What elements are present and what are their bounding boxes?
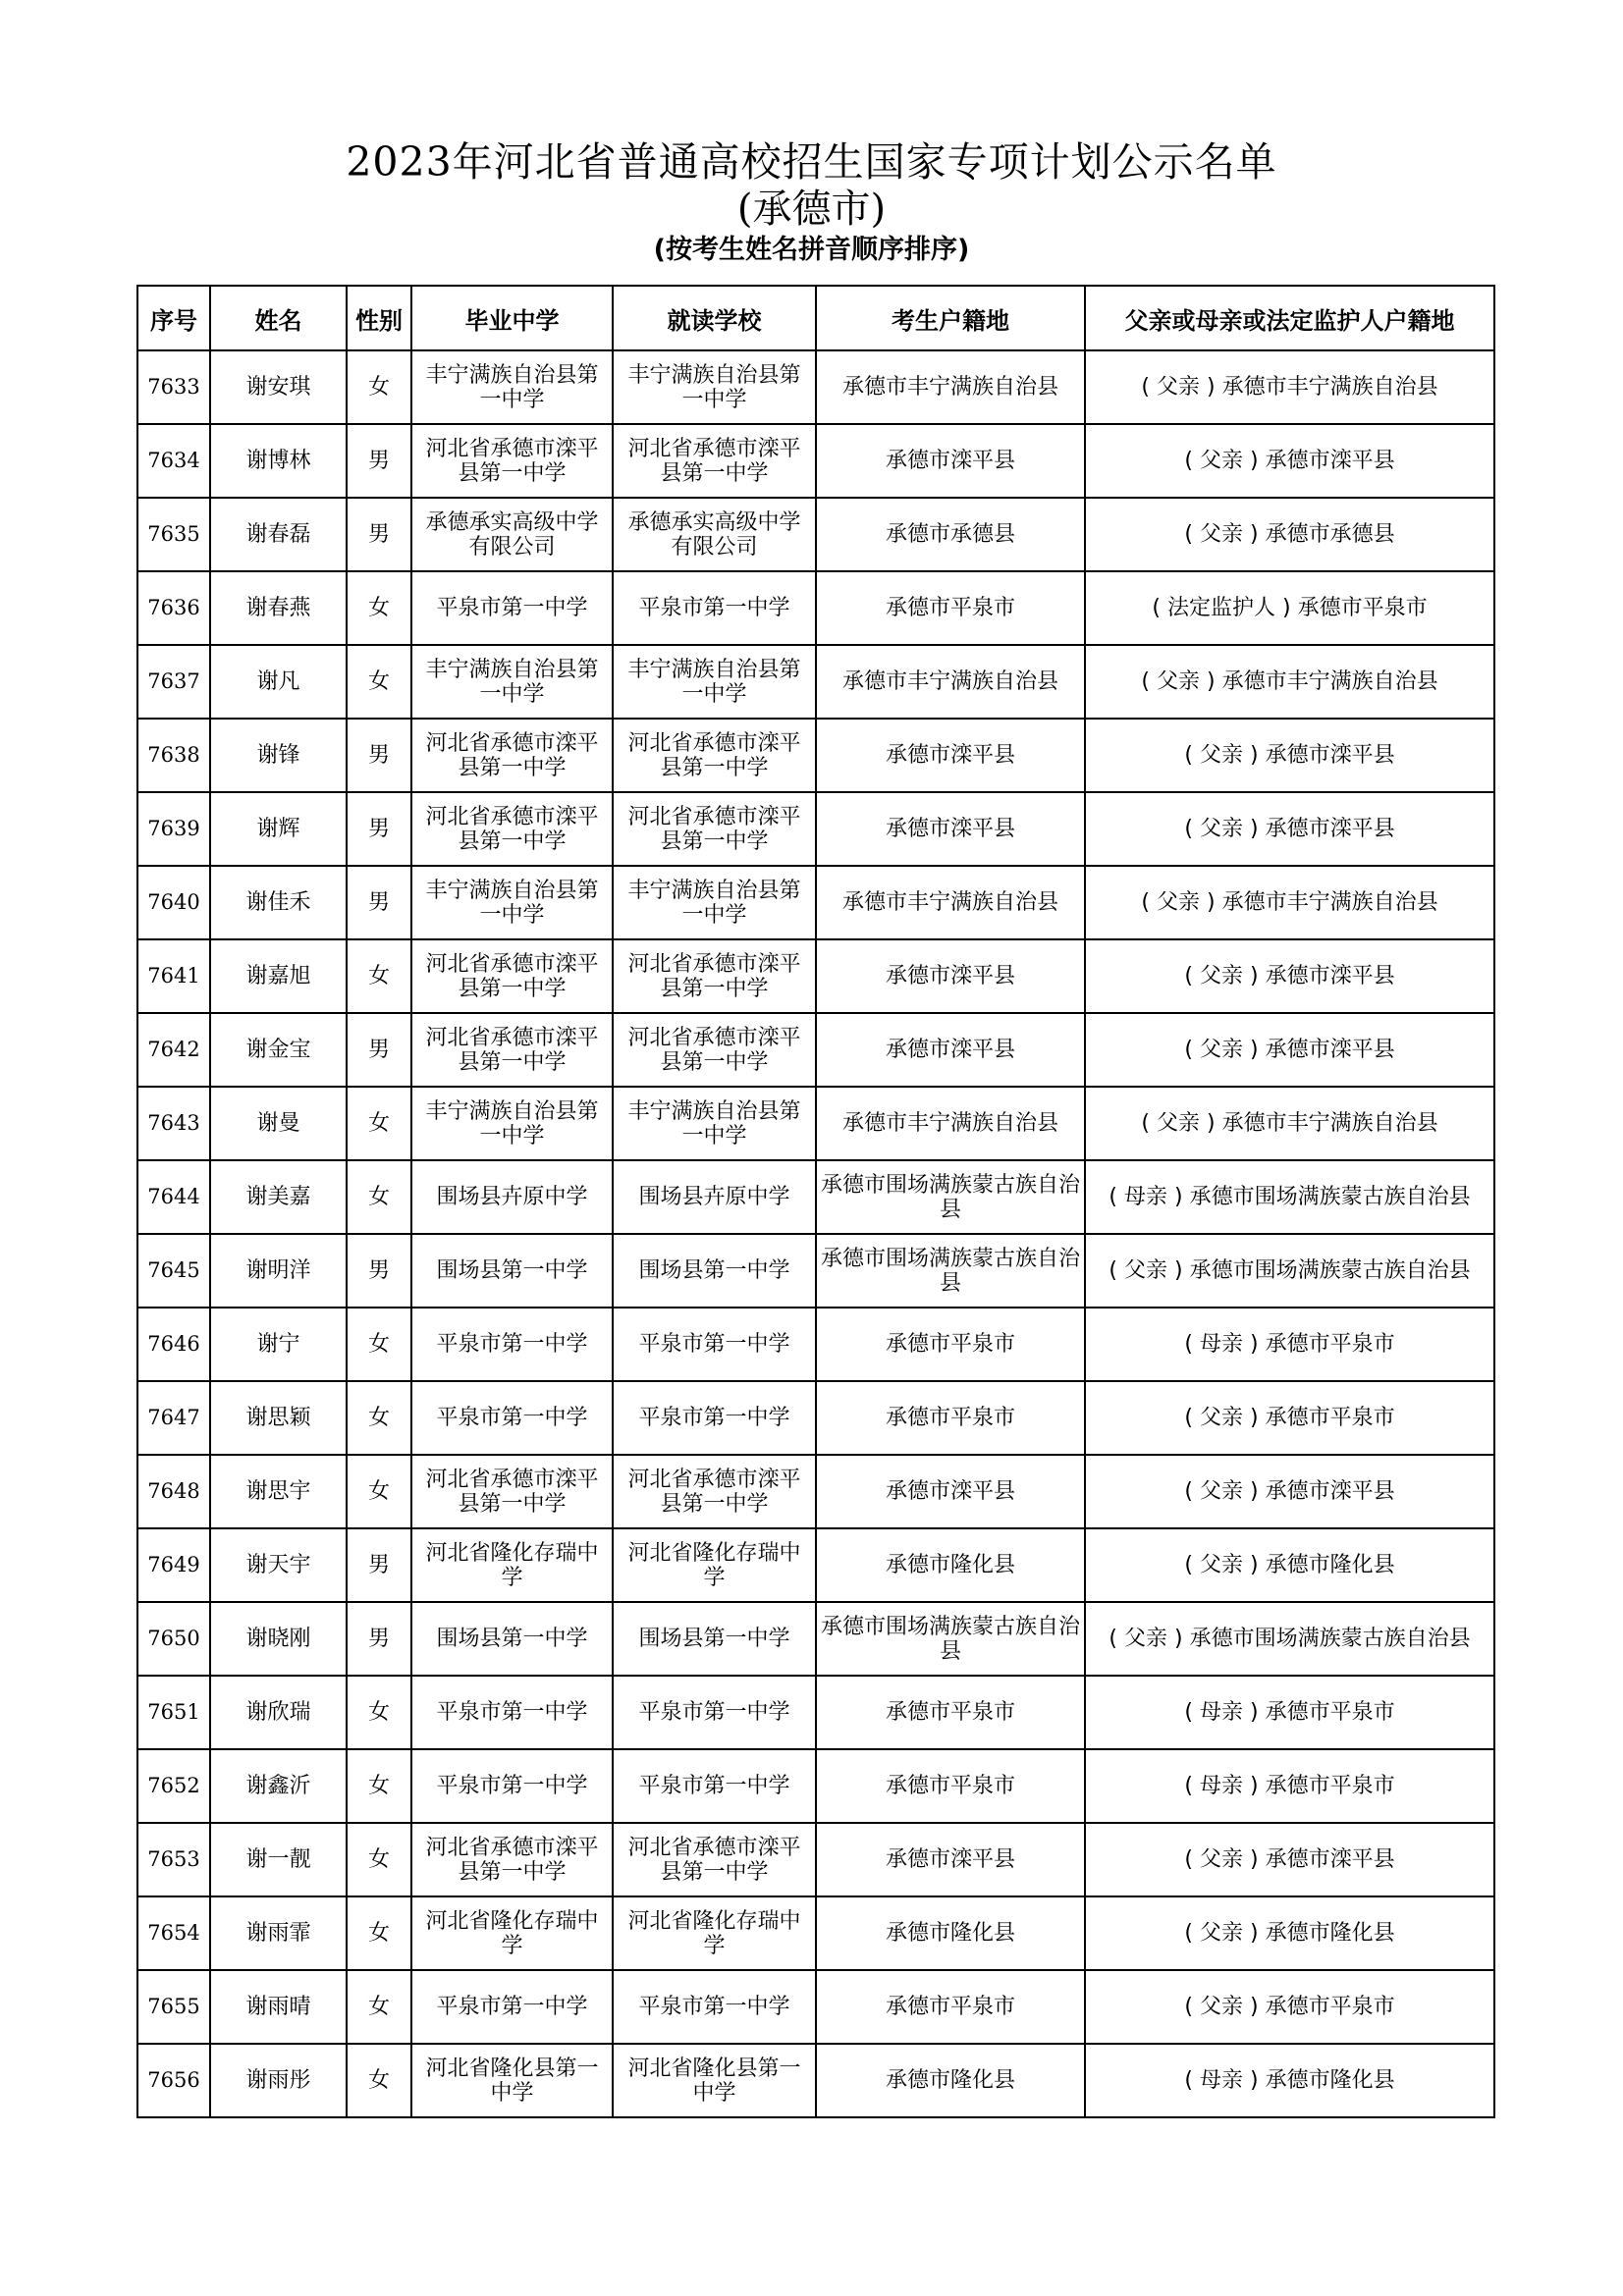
table-row <box>137 1234 1494 1308</box>
cell-serial: 7635 <box>137 498 210 571</box>
header-guardian-registration: 父亲或母亲或法定监护人户籍地 <box>1085 286 1494 350</box>
cell-name: 谢天宇 <box>210 1528 347 1602</box>
cell-household-registration: 承德市滦平县 <box>816 939 1085 1013</box>
cell-graduation-school: 平泉市第一中学 <box>411 1381 613 1455</box>
cell-current-school: 平泉市第一中学 <box>613 1676 816 1749</box>
cell-gender: 女 <box>347 1455 411 1528</box>
cell-guardian-registration: ( 父亲 ) 承德市滦平县 <box>1085 792 1494 866</box>
cell-household-registration: 承德市平泉市 <box>816 1676 1085 1749</box>
cell-name: 谢雨彤 <box>210 2044 347 2117</box>
cell-current-school: 河北省承德市滦平县第一中学 <box>613 939 816 1013</box>
cell-serial: 7642 <box>137 1013 210 1087</box>
cell-household-registration: 承德市丰宁满族自治县 <box>816 866 1085 939</box>
cell-guardian-registration: ( 母亲 ) 承德市平泉市 <box>1085 1749 1494 1823</box>
cell-gender: 女 <box>347 1676 411 1749</box>
cell-serial: 7644 <box>137 1160 210 1234</box>
table-row <box>137 1160 1494 1234</box>
cell-serial: 7645 <box>137 1234 210 1308</box>
cell-guardian-registration: ( 父亲 ) 承德市滦平县 <box>1085 939 1494 1013</box>
cell-serial: 7646 <box>137 1308 210 1381</box>
cell-serial: 7649 <box>137 1528 210 1602</box>
cell-gender: 女 <box>347 1749 411 1823</box>
page-title: 2023年河北省普通高校招生国家专项计划公示名单 <box>346 138 1277 186</box>
cell-guardian-registration: ( 父亲 ) 承德市滦平县 <box>1085 719 1494 792</box>
cell-household-registration: 承德市围场满族蒙古族自治县 <box>816 1602 1085 1676</box>
cell-graduation-school: 河北省隆化存瑞中学 <box>411 1528 613 1602</box>
cell-serial: 7654 <box>137 1896 210 1970</box>
cell-serial: 7653 <box>137 1823 210 1896</box>
cell-name: 谢一靓 <box>210 1823 347 1896</box>
cell-guardian-registration: ( 父亲 ) 承德市围场满族蒙古族自治县 <box>1085 1602 1494 1676</box>
cell-graduation-school: 丰宁满族自治县第一中学 <box>411 866 613 939</box>
cell-serial: 7643 <box>137 1087 210 1160</box>
cell-gender: 女 <box>347 1896 411 1970</box>
cell-serial: 7656 <box>137 2044 210 2117</box>
cell-gender: 男 <box>347 1013 411 1087</box>
cell-serial: 7647 <box>137 1381 210 1455</box>
cell-graduation-school: 河北省隆化存瑞中学 <box>411 1896 613 1970</box>
table-row <box>137 792 1494 866</box>
cell-gender: 女 <box>347 1087 411 1160</box>
cell-household-registration: 承德市围场满族蒙古族自治县 <box>816 1160 1085 1234</box>
table-row <box>137 939 1494 1013</box>
cell-guardian-registration: ( 父亲 ) 承德市隆化县 <box>1085 1896 1494 1970</box>
cell-gender: 男 <box>347 1528 411 1602</box>
cell-name: 谢凡 <box>210 645 347 719</box>
cell-guardian-registration: ( 父亲 ) 承德市滦平县 <box>1085 1455 1494 1528</box>
cell-serial: 7641 <box>137 939 210 1013</box>
cell-household-registration: 承德市平泉市 <box>816 1381 1085 1455</box>
cell-graduation-school: 丰宁满族自治县第一中学 <box>411 645 613 719</box>
cell-guardian-registration: ( 父亲 ) 承德市滦平县 <box>1085 424 1494 498</box>
cell-graduation-school: 河北省承德市滦平县第一中学 <box>411 1013 613 1087</box>
cell-name: 谢宁 <box>210 1308 347 1381</box>
cell-current-school: 丰宁满族自治县第一中学 <box>613 1087 816 1160</box>
cell-guardian-registration: ( 父亲 ) 承德市丰宁满族自治县 <box>1085 866 1494 939</box>
cell-current-school: 河北省承德市滦平县第一中学 <box>613 1823 816 1896</box>
cell-gender: 女 <box>347 1381 411 1455</box>
cell-household-registration: 承德市丰宁满族自治县 <box>816 1087 1085 1160</box>
cell-guardian-registration: ( 父亲 ) 承德市平泉市 <box>1085 1381 1494 1455</box>
cell-household-registration: 承德市承德县 <box>816 498 1085 571</box>
cell-graduation-school: 围场县卉原中学 <box>411 1160 613 1234</box>
table-row <box>137 1749 1494 1823</box>
cell-name: 谢嘉旭 <box>210 939 347 1013</box>
cell-serial: 7639 <box>137 792 210 866</box>
table-row <box>137 1381 1494 1455</box>
cell-guardian-registration: ( 父亲 ) 承德市围场满族蒙古族自治县 <box>1085 1234 1494 1308</box>
cell-gender: 女 <box>347 1308 411 1381</box>
cell-graduation-school: 丰宁满族自治县第一中学 <box>411 1087 613 1160</box>
cell-name: 谢锋 <box>210 719 347 792</box>
cell-gender: 男 <box>347 1602 411 1676</box>
cell-serial: 7650 <box>137 1602 210 1676</box>
applicant-table <box>136 285 1495 2118</box>
cell-gender: 女 <box>347 571 411 645</box>
cell-name: 谢美嘉 <box>210 1160 347 1234</box>
cell-name: 谢明洋 <box>210 1234 347 1308</box>
cell-household-registration: 承德市平泉市 <box>816 571 1085 645</box>
cell-gender: 女 <box>347 350 411 424</box>
cell-guardian-registration: ( 母亲 ) 承德市隆化县 <box>1085 2044 1494 2117</box>
cell-gender: 女 <box>347 1970 411 2044</box>
cell-serial: 7651 <box>137 1676 210 1749</box>
cell-name: 谢欣瑞 <box>210 1676 347 1749</box>
cell-name: 谢思颖 <box>210 1381 347 1455</box>
cell-household-registration: 承德市丰宁满族自治县 <box>816 350 1085 424</box>
cell-current-school: 平泉市第一中学 <box>613 1749 816 1823</box>
cell-graduation-school: 围场县第一中学 <box>411 1602 613 1676</box>
cell-gender: 男 <box>347 792 411 866</box>
cell-current-school: 平泉市第一中学 <box>613 1381 816 1455</box>
cell-name: 谢博林 <box>210 424 347 498</box>
header-gender: 性别 <box>347 286 411 350</box>
cell-household-registration: 承德市围场满族蒙古族自治县 <box>816 1234 1085 1308</box>
cell-household-registration: 承德市滦平县 <box>816 1455 1085 1528</box>
cell-graduation-school: 平泉市第一中学 <box>411 1970 613 2044</box>
cell-name: 谢安琪 <box>210 350 347 424</box>
cell-current-school: 河北省承德市滦平县第一中学 <box>613 424 816 498</box>
cell-gender: 女 <box>347 645 411 719</box>
cell-name: 谢思宇 <box>210 1455 347 1528</box>
cell-current-school: 平泉市第一中学 <box>613 1308 816 1381</box>
table-row <box>137 424 1494 498</box>
cell-current-school: 河北省承德市滦平县第一中学 <box>613 1013 816 1087</box>
cell-current-school: 河北省承德市滦平县第一中学 <box>613 1455 816 1528</box>
table-row <box>137 498 1494 571</box>
cell-name: 谢曼 <box>210 1087 347 1160</box>
table-row <box>137 2044 1494 2117</box>
cell-guardian-registration: ( 父亲 ) 承德市滦平县 <box>1085 1013 1494 1087</box>
cell-guardian-registration: ( 父亲 ) 承德市平泉市 <box>1085 1970 1494 2044</box>
cell-serial: 7634 <box>137 424 210 498</box>
cell-household-registration: 承德市隆化县 <box>816 1896 1085 1970</box>
cell-gender: 男 <box>347 1234 411 1308</box>
cell-current-school: 丰宁满族自治县第一中学 <box>613 866 816 939</box>
cell-current-school: 围场县第一中学 <box>613 1602 816 1676</box>
table-row <box>137 1676 1494 1749</box>
cell-graduation-school: 河北省承德市滦平县第一中学 <box>411 939 613 1013</box>
cell-household-registration: 承德市滦平县 <box>816 792 1085 866</box>
table-row <box>137 571 1494 645</box>
table-row <box>137 350 1494 424</box>
table-body <box>137 350 1494 2117</box>
cell-household-registration: 承德市滦平县 <box>816 1823 1085 1896</box>
page-subtitle: (承德市) <box>736 187 887 232</box>
cell-graduation-school: 承德承实高级中学有限公司 <box>411 498 613 571</box>
cell-current-school: 河北省隆化存瑞中学 <box>613 1896 816 1970</box>
cell-household-registration: 承德市隆化县 <box>816 2044 1085 2117</box>
cell-guardian-registration: ( 母亲 ) 承德市平泉市 <box>1085 1308 1494 1381</box>
cell-graduation-school: 河北省隆化县第一中学 <box>411 2044 613 2117</box>
cell-serial: 7640 <box>137 866 210 939</box>
cell-guardian-registration: ( 法定监护人 ) 承德市平泉市 <box>1085 571 1494 645</box>
table-row <box>137 1823 1494 1896</box>
cell-serial: 7655 <box>137 1970 210 2044</box>
table-row <box>137 1602 1494 1676</box>
cell-guardian-registration: ( 父亲 ) 承德市承德县 <box>1085 498 1494 571</box>
cell-gender: 男 <box>347 866 411 939</box>
cell-graduation-school: 平泉市第一中学 <box>411 1676 613 1749</box>
cell-household-registration: 承德市平泉市 <box>816 1749 1085 1823</box>
cell-household-registration: 承德市滦平县 <box>816 1013 1085 1087</box>
cell-name: 谢金宝 <box>210 1013 347 1087</box>
cell-serial: 7637 <box>137 645 210 719</box>
cell-name: 谢雨晴 <box>210 1970 347 2044</box>
cell-graduation-school: 河北省承德市滦平县第一中学 <box>411 1455 613 1528</box>
cell-guardian-registration: ( 父亲 ) 承德市滦平县 <box>1085 1823 1494 1896</box>
cell-name: 谢春磊 <box>210 498 347 571</box>
cell-current-school: 河北省承德市滦平县第一中学 <box>613 719 816 792</box>
cell-serial: 7648 <box>137 1455 210 1528</box>
cell-graduation-school: 河北省承德市滦平县第一中学 <box>411 424 613 498</box>
cell-serial: 7633 <box>137 350 210 424</box>
cell-current-school: 河北省隆化存瑞中学 <box>613 1528 816 1602</box>
cell-current-school: 丰宁满族自治县第一中学 <box>613 350 816 424</box>
header-serial: 序号 <box>137 286 210 350</box>
table-row <box>137 1013 1494 1087</box>
table-row <box>137 1896 1494 1970</box>
header-graduation-school: 毕业中学 <box>411 286 613 350</box>
cell-graduation-school: 平泉市第一中学 <box>411 1308 613 1381</box>
cell-gender: 男 <box>347 424 411 498</box>
cell-current-school: 围场县卉原中学 <box>613 1160 816 1234</box>
table-row <box>137 719 1494 792</box>
cell-graduation-school: 围场县第一中学 <box>411 1234 613 1308</box>
cell-graduation-school: 河北省承德市滦平县第一中学 <box>411 1823 613 1896</box>
cell-gender: 女 <box>347 939 411 1013</box>
table-row <box>137 1087 1494 1160</box>
cell-name: 谢春燕 <box>210 571 347 645</box>
cell-current-school: 承德承实高级中学有限公司 <box>613 498 816 571</box>
cell-guardian-registration: ( 父亲 ) 承德市隆化县 <box>1085 1528 1494 1602</box>
cell-name: 谢辉 <box>210 792 347 866</box>
cell-household-registration: 承德市滦平县 <box>816 719 1085 792</box>
cell-serial: 7652 <box>137 1749 210 1823</box>
cell-name: 谢鑫沂 <box>210 1749 347 1823</box>
table-row <box>137 866 1494 939</box>
cell-gender: 女 <box>347 2044 411 2117</box>
table-row <box>137 1455 1494 1528</box>
header-name: 姓名 <box>210 286 347 350</box>
cell-graduation-school: 河北省承德市滦平县第一中学 <box>411 719 613 792</box>
cell-name: 谢佳禾 <box>210 866 347 939</box>
header-current-school: 就读学校 <box>613 286 816 350</box>
cell-household-registration: 承德市隆化县 <box>816 1528 1085 1602</box>
cell-guardian-registration: ( 母亲 ) 承德市围场满族蒙古族自治县 <box>1085 1160 1494 1234</box>
cell-gender: 女 <box>347 1160 411 1234</box>
table-row <box>137 1528 1494 1602</box>
cell-serial: 7638 <box>137 719 210 792</box>
cell-name: 谢晓刚 <box>210 1602 347 1676</box>
cell-gender: 男 <box>347 498 411 571</box>
cell-guardian-registration: ( 父亲 ) 承德市丰宁满族自治县 <box>1085 350 1494 424</box>
cell-household-registration: 承德市滦平县 <box>816 424 1085 498</box>
cell-current-school: 平泉市第一中学 <box>613 571 816 645</box>
cell-graduation-school: 河北省承德市滦平县第一中学 <box>411 792 613 866</box>
cell-graduation-school: 丰宁满族自治县第一中学 <box>411 350 613 424</box>
cell-name: 谢雨霏 <box>210 1896 347 1970</box>
table-row <box>137 1308 1494 1381</box>
cell-gender: 男 <box>347 719 411 792</box>
cell-graduation-school: 平泉市第一中学 <box>411 571 613 645</box>
cell-current-school: 河北省承德市滦平县第一中学 <box>613 792 816 866</box>
cell-current-school: 丰宁满族自治县第一中学 <box>613 645 816 719</box>
cell-current-school: 平泉市第一中学 <box>613 1970 816 2044</box>
cell-guardian-registration: ( 父亲 ) 承德市丰宁满族自治县 <box>1085 1087 1494 1160</box>
sort-note: (按考生姓名拼音顺序排序) <box>653 235 970 265</box>
table-row <box>137 1970 1494 2044</box>
cell-guardian-registration: ( 父亲 ) 承德市丰宁满族自治县 <box>1085 645 1494 719</box>
cell-current-school: 围场县第一中学 <box>613 1234 816 1308</box>
table-header-row <box>137 286 1494 350</box>
cell-current-school: 河北省隆化县第一中学 <box>613 2044 816 2117</box>
cell-graduation-school: 平泉市第一中学 <box>411 1749 613 1823</box>
cell-guardian-registration: ( 母亲 ) 承德市平泉市 <box>1085 1676 1494 1749</box>
cell-gender: 女 <box>347 1823 411 1896</box>
cell-household-registration: 承德市平泉市 <box>816 1308 1085 1381</box>
table-row <box>137 645 1494 719</box>
cell-serial: 7636 <box>137 571 210 645</box>
cell-household-registration: 承德市平泉市 <box>816 1970 1085 2044</box>
cell-household-registration: 承德市丰宁满族自治县 <box>816 645 1085 719</box>
header-household-registration: 考生户籍地 <box>816 286 1085 350</box>
